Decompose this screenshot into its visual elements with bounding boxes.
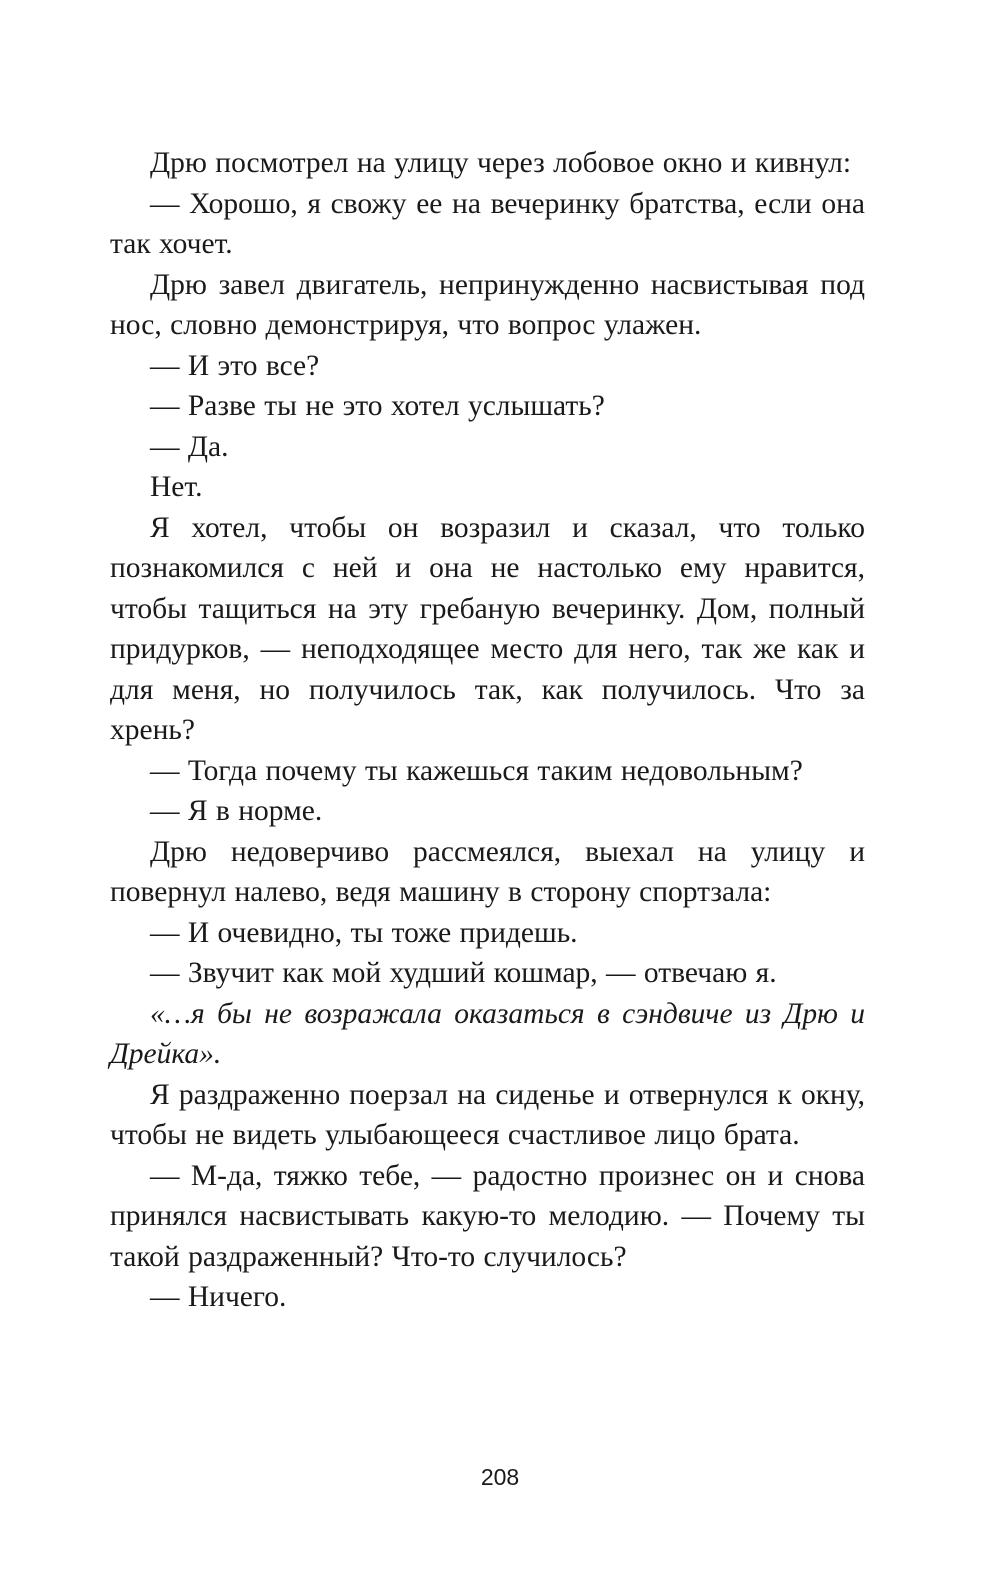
- paragraph-17: — Ничего.: [150, 1281, 287, 1313]
- paragraph-4: — И это все?: [150, 349, 320, 382]
- paragraph-7: Нет.: [150, 471, 203, 503]
- paragraph-11: Дрю недоверчиво рассмеялся, выехал на улицу и повернул налево, ведя машину в сторону спортзала:: [110, 835, 865, 908]
- page-number: 208: [480, 1464, 520, 1490]
- paragraph-12: — И очевидно, ты тоже придешь.: [150, 916, 578, 949]
- paragraph-14-italic-quote: «…я бы не возражала оказаться в сэндвиче из Дрю и Дрейка».: [110, 997, 865, 1070]
- paragraph-10: — Я в норме.: [150, 795, 323, 827]
- paragraph-15: Я раздраженно поерзал на сиденье и отвернулся к окну, чтобы не видеть улыбающееся счастливое лицо брата.: [110, 1078, 865, 1151]
- paragraph-16: — М-да, тяжко тебе, — радостно произнес он и снова принялся насвистывать какую-то мелодию. — Почему ты такой раздраженный? Что-то случилось?: [110, 1159, 865, 1273]
- paragraph-5: — Разве ты не это хотел услышать?: [150, 390, 605, 422]
- paragraph-2: — Хорошо, я свожу ее на вечеринку братства, если она так хочет.: [110, 187, 865, 260]
- page-body: [110, 143, 865, 1318]
- paragraph-13: — Звучит как мой худший кошмар, — отвечаю я.: [150, 957, 777, 989]
- paragraph-1: Дрю посмотрел на улицу через лобовое окно и кивнул:: [150, 147, 852, 179]
- paragraph-3: Дрю завел двигатель, непринужденно насвистывая под нос, словно демонстрируя, что вопрос улажен.: [110, 268, 865, 341]
- paragraph-6: — Да.: [150, 430, 229, 463]
- paragraph-9: — Тогда почему ты кажешься таким недовольным?: [150, 754, 803, 787]
- paragraph-8: Я хотел, чтобы он возразил и сказал, что только познакомился с ней и она не настолько ему нравится, чтобы тащиться на эту гребаную вечеринку. Дом, полный придурков, — неподходящее место для него, так же как и для меня, но получилось так, как получилось. Что за хрень?: [110, 511, 865, 746]
